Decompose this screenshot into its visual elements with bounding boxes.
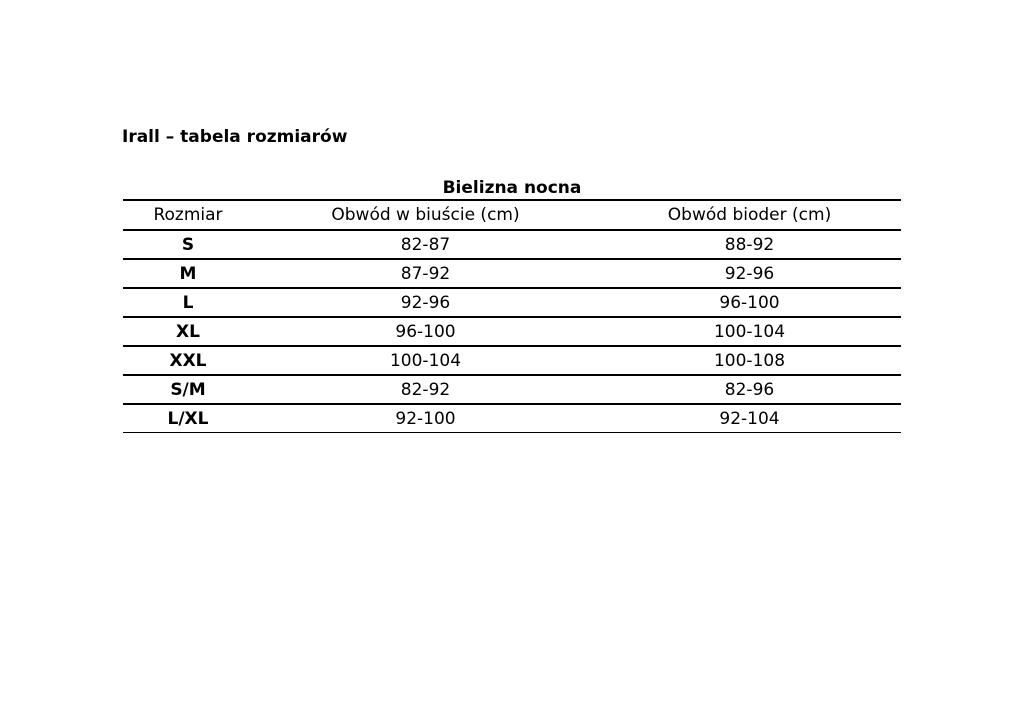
- table-row: [123, 346, 901, 375]
- table-row: [123, 317, 901, 346]
- hips-cell: 92-104: [598, 404, 901, 433]
- table-caption-row: [123, 176, 901, 200]
- table-header-row: [123, 200, 901, 230]
- column-header-size: Rozmiar: [123, 200, 253, 230]
- size-cell: XXL: [123, 346, 253, 375]
- hips-cell: 88-92: [598, 230, 901, 259]
- size-cell: L/XL: [123, 404, 253, 433]
- table-row: [123, 288, 901, 317]
- bust-cell: 100-104: [253, 346, 598, 375]
- table-row: [123, 230, 901, 259]
- size-cell: S: [123, 230, 253, 259]
- size-cell: S/M: [123, 375, 253, 404]
- bust-cell: 82-87: [253, 230, 598, 259]
- hips-cell: 100-108: [598, 346, 901, 375]
- bust-cell: 82-92: [253, 375, 598, 404]
- bust-cell: 92-96: [253, 288, 598, 317]
- bust-cell: 96-100: [253, 317, 598, 346]
- bust-cell: 87-92: [253, 259, 598, 288]
- size-table: [123, 176, 901, 433]
- bust-cell: 92-100: [253, 404, 598, 433]
- hips-cell: 100-104: [598, 317, 901, 346]
- document-title: Irall – tabela rozmiarów: [122, 127, 348, 147]
- hips-cell: 92-96: [598, 259, 901, 288]
- hips-cell: 82-96: [598, 375, 901, 404]
- size-cell: M: [123, 259, 253, 288]
- table-row: [123, 404, 901, 433]
- table-row: [123, 375, 901, 404]
- size-cell: L: [123, 288, 253, 317]
- size-cell: XL: [123, 317, 253, 346]
- table-row: [123, 259, 901, 288]
- column-header-hips: Obwód bioder (cm): [598, 200, 901, 230]
- hips-cell: 96-100: [598, 288, 901, 317]
- table-caption: Bielizna nocna: [123, 176, 901, 200]
- column-header-bust: Obwód w biuście (cm): [253, 200, 598, 230]
